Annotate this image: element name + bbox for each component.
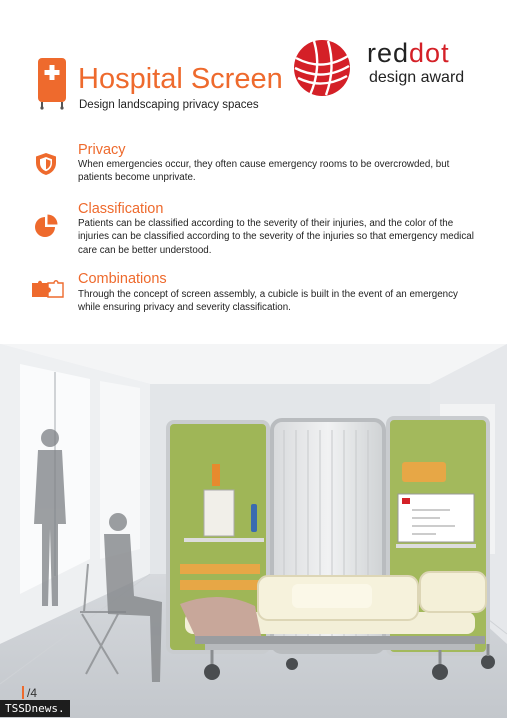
shield-icon [34,152,58,176]
product-render-image [0,344,507,718]
feature-text-combinations: Through the concept of screen assembly, a cubicle is built in the event of an emergency while ensuring privacy and severity classification. [78,289,458,314]
feature-title-classification: Classification [78,201,164,217]
feature-title-privacy: Privacy [78,142,126,158]
award-wordmark [367,38,450,69]
feature-text-privacy: When emergencies occur, they often cause emergency rooms to be overcrowded, but patients become unprivate. [78,159,450,184]
page-title: Hospital Screen [78,63,283,95]
award-word-part2: dot [409,38,450,68]
feature-text-classification: Patients can be classified according to the severity of their injuries, and the color of the injuries can be classified according to the severity of the injuries so that emergency medical care can be better understood. [78,218,474,256]
watermark-label: TSSDnews. [0,700,70,717]
screen-plus-icon [36,56,68,110]
page-subtitle: Design landscaping privacy spaces [79,99,259,111]
pie-chart-icon [34,214,58,238]
reddot-logo-icon [292,38,352,98]
page-number-accent-bar [22,686,24,699]
award-word-part1: red [367,38,410,68]
page-number: /4 [22,686,37,700]
award-subtitle: design award [369,69,465,86]
page-number-value: 4 [30,686,38,700]
puzzle-icon [30,277,64,299]
feature-title-combinations: Combinations [78,271,167,287]
